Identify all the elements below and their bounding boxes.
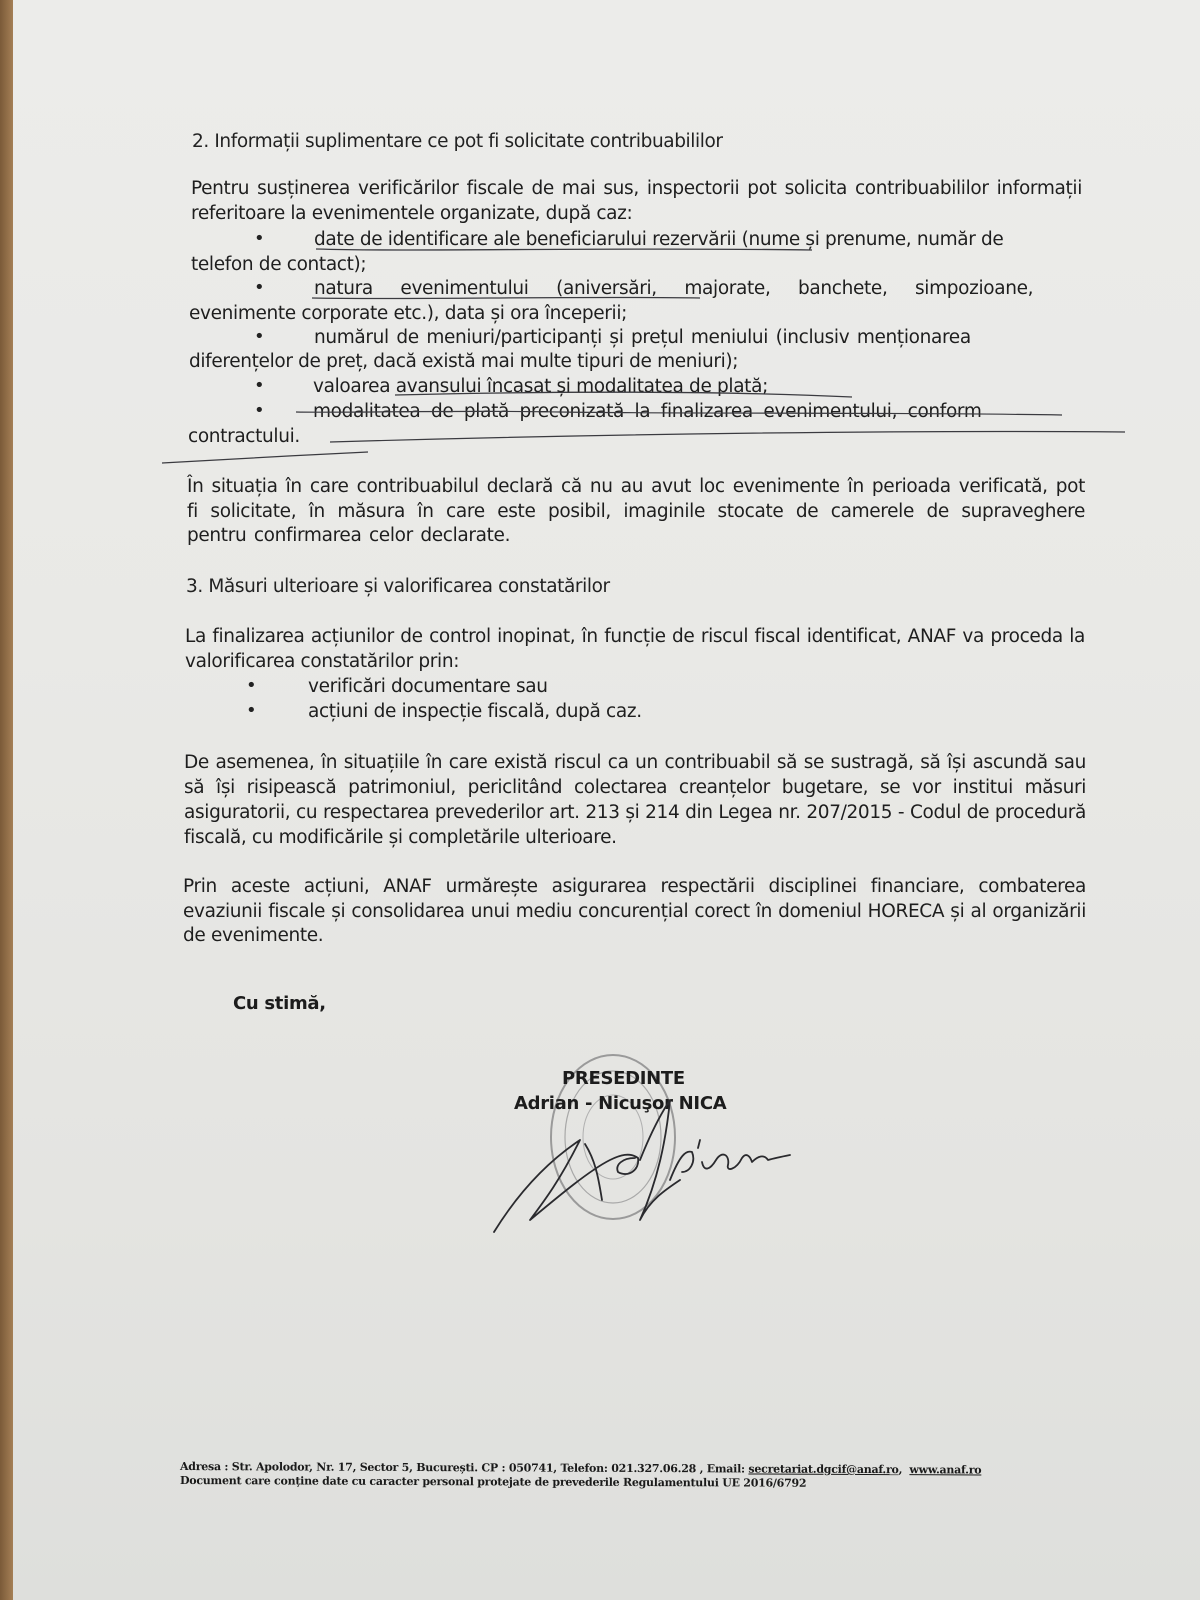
bullet-item-1-rest: telefon de contact);	[191, 254, 367, 275]
bullet-marker: •	[246, 700, 257, 721]
bullet-item-2-first: natura evenimentului (aniversări, majorate, banchete, simpozioane,	[314, 278, 1034, 299]
underline-mark-5	[330, 431, 1125, 442]
section-2-heading: 2. Informații suplimentare ce pot fi solicitate contribuabililor	[192, 131, 723, 152]
section-3-paragraph-conclusion: Prin aceste acțiuni, ANAF urmărește asigurarea respectării disciplinei financiare, combaterea evaziunii fiscale și consolidarea unui mediu concurențial corect în domeniul HORECA și al organizării de evenimente.	[183, 876, 1086, 946]
bullet-item-1-first: date de identificare ale beneficiarului rezervării (nume și prenume, număr de	[314, 229, 1004, 250]
pen-underline-marks	[0, 0, 1200, 480]
bullet-item-3-first: numărul de meniuri/participanți și prețul meniului (inclusiv menționarea	[314, 327, 971, 348]
underline-mark-1	[316, 249, 812, 250]
bullet-marker: •	[254, 400, 265, 421]
handwritten-signature	[490, 1100, 800, 1240]
bullet-item-4: valoarea avansului încasat și modalitatea de plată;	[313, 376, 768, 397]
bullet-marker: •	[254, 375, 265, 396]
footer-separator: ,	[898, 1463, 903, 1477]
section-2-intro: Pentru susținerea verificărilor fiscale de mai sus, inspectorii pot solicita contribuabililor informații referitoare la evenimentele organizate, după caz:	[191, 178, 1082, 224]
underline-mark-4	[296, 411, 1062, 415]
footer-privacy-notice: Document care conține date cu caracter personal protejate de prevederile Regulamentului UE 2016/6792	[179, 1474, 807, 1490]
bullet-item-5-rest: contractului.	[188, 426, 300, 447]
signatory-title: PRESEDINTE	[562, 1068, 685, 1089]
signatory-name: Adrian - Nicuşor NICA	[514, 1093, 727, 1114]
bullet-marker: •	[254, 228, 265, 249]
action-bullet-1: verificări documentare sau	[308, 676, 548, 697]
salutation: Cu stimă,	[233, 993, 326, 1014]
bullet-marker: •	[254, 277, 265, 298]
bullet-item-2-rest: evenimente corporate etc.), data și ora începerii;	[189, 303, 628, 324]
bullet-marker: •	[246, 675, 257, 696]
footer-website-link[interactable]: www.anaf.ro	[909, 1463, 982, 1477]
action-bullet-2: acțiuni de inspecție fiscală, după caz.	[308, 701, 642, 722]
underline-mark-2	[312, 297, 700, 298]
section-3-paragraph-measures: De asemenea, în situațiile în care există riscul ca un contribuabil să se sustragă, să își ascundă sau să își risipească patrimoniul, periclitând colectarea creanțelor bugetare, se vor institui măsuri asiguratorii, cu respectarea prevederilor art. 213 și 214 din Legea nr. 207/2015 - Codul de procedură fiscală, cu modificările și completările ulterioare.	[184, 752, 1086, 848]
section-3-intro: La finalizarea acțiunilor de control inopinat, în funcție de riscul fiscal identificat, ANAF va proceda la valorificarea constatărilor prin:	[185, 626, 1085, 672]
underline-mark-3	[395, 392, 852, 397]
underline-mark-6	[162, 452, 368, 463]
bullet-marker: •	[254, 326, 265, 347]
bullet-item-3-rest: diferențelor de preț, dacă există mai multe tipuri de meniuri);	[189, 351, 739, 372]
section-3-heading: 3. Măsuri ulterioare și valorificarea constatărilor	[186, 576, 610, 597]
footer-email-link[interactable]: secretariat.dgcif@anaf.ro	[748, 1462, 899, 1477]
footer-address-text: Adresa : Str. Apolodor, Nr. 17, Sector 5, București. CP : 050741, Telefon: 021.327.06.28 , Email:	[179, 1460, 749, 1476]
section-2-paragraph: În situația în care contribuabilul declară că nu au avut loc evenimente în perioada verificată, pot fi solicitate, în măsura în care este posibil, imaginile stocate de camerele de supraveghere pentru confirmarea celor declarate.	[187, 476, 1085, 546]
bullet-item-5-first: modalitatea de plată preconizată la finalizarea evenimentului, conform	[313, 401, 982, 422]
